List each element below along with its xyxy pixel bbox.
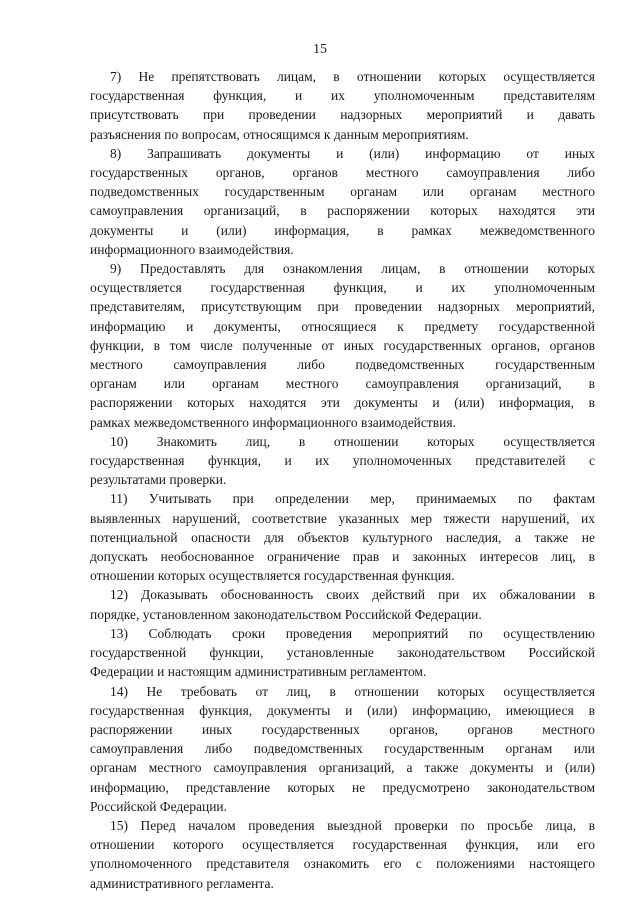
text-line: государственная функция, и их уполномоченным представителям: [90, 88, 595, 104]
text-line: 15) Перед началом проведения выездной проверки по просьбе лица, в: [110, 817, 595, 833]
text-line: самоуправления организаций, в распоряжении которых находятся эти: [90, 203, 595, 219]
text-line: распоряжении которых находятся эти документы и (или) информация, в: [90, 395, 595, 411]
text-line: рамках межведомственного информационного взаимодействия.: [90, 414, 456, 430]
text-line: государственных органов, органов местного самоуправления либо: [90, 165, 595, 181]
text-line: местного самоуправления либо подведомственных государственным: [90, 357, 595, 373]
text-line: уполномоченного представителя ознакомить его с положениями настоящего: [90, 856, 595, 872]
document-body: [90, 67, 595, 893]
text-line: Федерации и настоящим административным регламентом.: [90, 664, 427, 680]
paragraph-item-14: [90, 682, 595, 816]
text-line: государственной функции, установленные законодательством Российской: [90, 645, 595, 661]
text-line: присутствовать при проведении надзорных мероприятий и давать: [90, 107, 595, 123]
text-line: отношении которых осуществляется государственная функция.: [90, 568, 455, 584]
text-line: потенциальной опасности для объектов культурного наследия, а также не: [90, 529, 595, 545]
text-line: информационного взаимодействия.: [90, 241, 294, 257]
text-line: 8) Запрашивать документы и (или) информацию от иных: [110, 145, 595, 161]
text-line: 11) Учитывать при определении мер, принимаемых по фактам: [110, 491, 595, 507]
text-line: информацию, представление которых не предусмотрено законодательством: [90, 779, 595, 795]
text-line: отношении которого осуществляется государственная функция, или его: [90, 837, 595, 853]
text-line: 9) Предоставлять для ознакомления лицам, в отношении которых: [110, 261, 595, 277]
text-line: допускать необоснованное ограничение прав и законных интересов лиц, в: [90, 549, 595, 565]
paragraph-item-15: [90, 816, 595, 893]
text-line: органам или органам местного самоуправления организаций, в: [90, 376, 595, 392]
text-line: представителям, присутствующим при проведении надзорных мероприятий,: [90, 299, 595, 315]
text-line: Российской Федерации.: [90, 798, 228, 814]
text-line: распоряжении иных государственных органов, органов местного: [90, 721, 595, 737]
text-line: результатами проверки.: [90, 472, 227, 488]
text-line: порядке, установленном законодательством Российской Федерации.: [90, 606, 482, 622]
paragraph-item-11: [90, 489, 595, 585]
text-line: органам местного самоуправления организаций, а также документы и (или): [90, 760, 595, 776]
text-line: 14) Не требовать от лиц, в отношении которых осуществляется: [110, 683, 595, 699]
text-line: административного регламента.: [90, 875, 274, 891]
page-number: 15: [313, 42, 327, 57]
text-line: подведомственных государственным органам или органам местного: [90, 184, 595, 200]
text-line: 12) Доказывать обоснованность своих действий при их обжаловании в: [110, 587, 595, 603]
text-line: 13) Соблюдать сроки проведения мероприятий по осуществлению: [110, 625, 595, 641]
paragraph-item-12: [90, 585, 595, 623]
text-line: 7) Не препятствовать лицам, в отношении которых осуществляется: [110, 69, 595, 84]
text-line: выявленных нарушений, соответствие указанных мер тяжести нарушений, их: [90, 510, 595, 526]
text-line: функции, в том числе полученные от иных государственных органов, органов: [90, 337, 595, 353]
text-line: государственная функция, и их уполномоченных представителей с: [90, 453, 595, 469]
text-line: осуществляется государственная функция, и их уполномоченным: [90, 280, 595, 296]
text-line: разъяснения по вопросам, относящимся к данным мероприятиям.: [90, 126, 469, 142]
text-line: 10) Знакомить лиц, в отношении которых осуществляется: [110, 433, 595, 449]
paragraph-item-13: [90, 624, 595, 682]
paragraph-item-8: [90, 144, 595, 259]
text-line: информацию и документы, относящиеся к предмету государственной: [90, 318, 595, 334]
text-line: самоуправления либо подведомственных государственным органам или: [90, 741, 595, 757]
paragraph-item-10: [90, 432, 595, 490]
text-line: документы и (или) информация, в рамках межведомственного: [90, 222, 595, 238]
text-line: государственная функция, документы и (или) информацию, имеющиеся в: [90, 702, 595, 718]
paragraph-item-7: [90, 67, 595, 144]
paragraph-item-9: [90, 259, 595, 432]
